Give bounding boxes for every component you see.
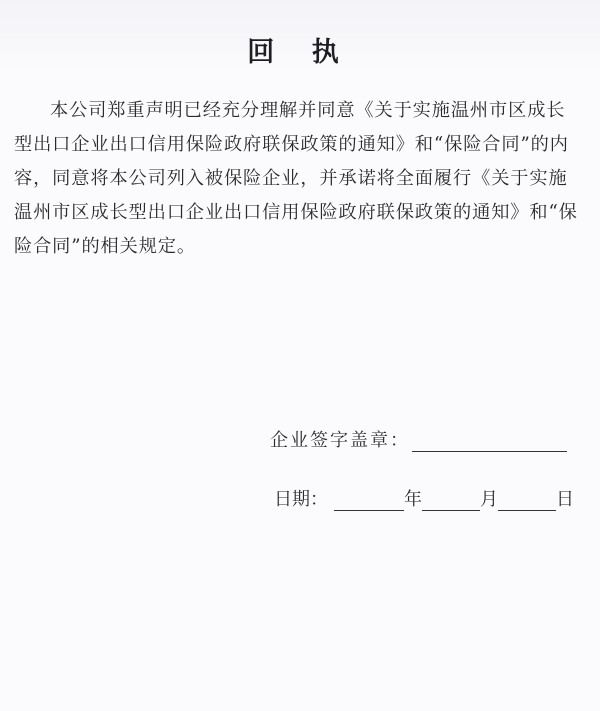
signature-blank[interactable] [412,433,567,452]
year-blank[interactable] [334,492,404,511]
day-blank[interactable] [498,492,556,511]
date-label: 日期： [274,489,328,510]
date-row [274,485,574,511]
signature-row [270,426,567,452]
signature-label: 企业签字盖章： [270,430,410,451]
day-label: 日 [556,489,574,510]
year-label: 年 [404,489,422,510]
document-title: 回 执 [247,37,353,68]
month-label: 月 [480,489,498,510]
month-blank[interactable] [422,492,480,511]
declaration-paragraph: 本公司郑重声明已经充分理解并同意《关于实施温州市区成长型出口企业出口信用保险政府联保政策的通知》和“保险合同”的内容，同意将本公司列入被保险企业，并承诺将全面履行《关于实施温州市区成长型出口企业出口信用保险政府联保政策的通知》和“保险合同”的相关规定。 [14,100,578,257]
